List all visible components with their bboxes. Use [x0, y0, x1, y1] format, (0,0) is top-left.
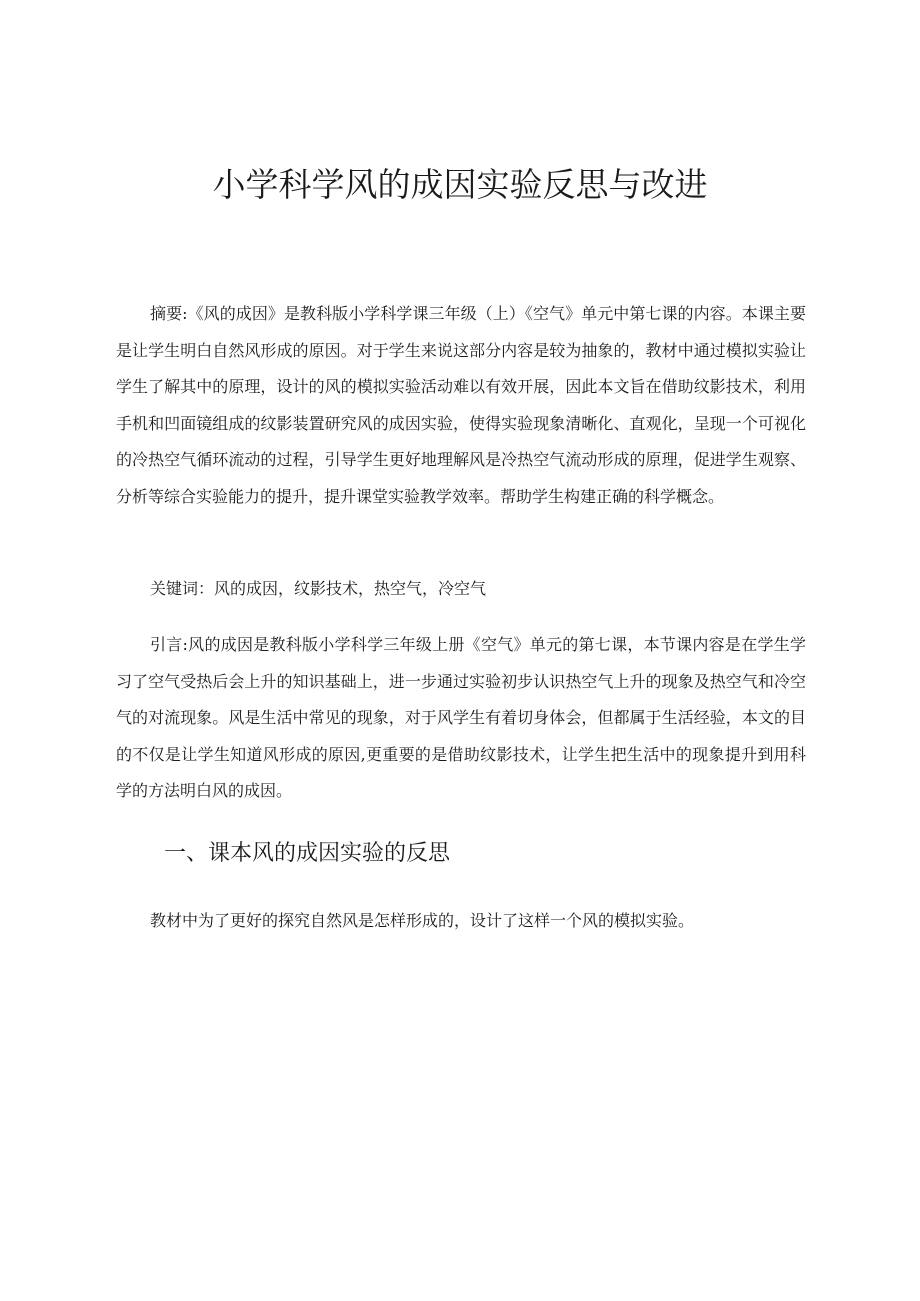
section-1-heading: 一、课本风的成因实验的反思: [164, 841, 451, 866]
document-title: 小学科学风的成因实验反思与改进: [212, 165, 708, 204]
section-1-body: 教材中为了更好的探究自然风是怎样形成的，设计了这样一个风的模拟实验。: [150, 911, 695, 930]
keywords-paragraph: 关键词：风的成因，纹影技术，热空气，冷空气: [150, 579, 487, 598]
introduction-paragraph: 引言:风的成因是教科版小学科学三年级上册《空气》单元的第七课，本节课内容是在学生学习了空气受热后会上升的知识基础上，进一步通过实验初步认识热空气上升的现象及热空气和冷空气的对流现象。风是生活中常见的现象，对于风学生有着切身体会，但都属于生活经验，本文的目的不仅是让学生知道风形成的原因,更重要的是借助纹影技术，让学生把生活中的现象提升到用科学的方法明白风的成因。: [116, 635, 806, 800]
abstract-paragraph: 摘要:《风的成因》是教科版小学科学课三年级（上）《空气》单元中第七课的内容。本课主要是让学生明白自然风形成的原因。对于学生来说这部分内容是较为抽象的，教材中通过模拟实验让学生了解其中的原理，设计的风的模拟实验活动难以有效开展，因此本文旨在借助纹影技术，利用手机和凹面镜组成的纹影装置研究风的成因实验，使得实验现象清晰化、直观化，呈现一个可视化的冷热空气循环流动的过程，引导学生更好地理解风是冷热空气流动形成的原理，促进学生观察、分析等综合实验能力的提升，提升课堂实验教学效率。帮助学生构建正确的科学概念。: [116, 304, 806, 506]
